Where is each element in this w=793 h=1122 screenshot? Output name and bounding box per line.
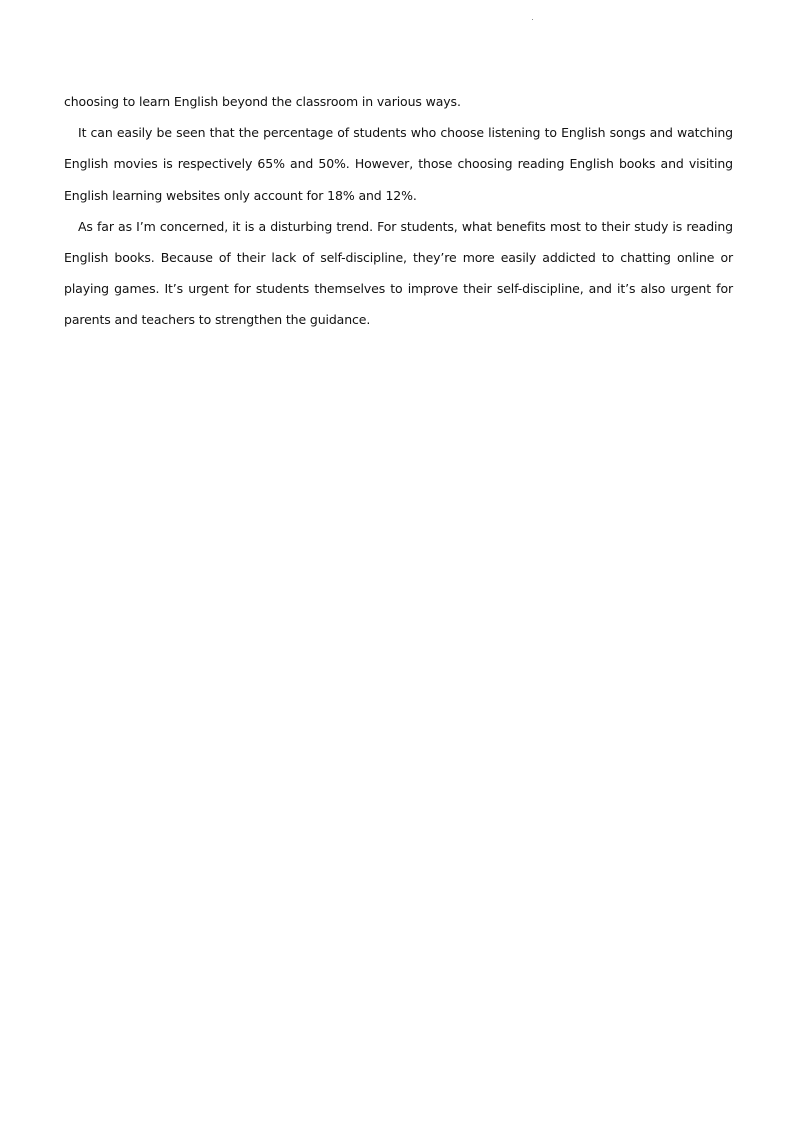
essay-body [64, 86, 733, 336]
paragraph-percentages: It can easily be seen that the percentage of students who choose listening to English songs and watching English movies is respectively 65% and 50%. However, those choosing reading English books and visiting English learning websites only account for 18% and 12%. [64, 125, 733, 203]
paragraph-continuation: choosing to learn English beyond the classroom in various ways. [64, 94, 461, 109]
paragraph-opinion: As far as I’m concerned, it is a disturbing trend. For students, what benefits most to their study is reading English books. Because of their lack of self-discipline, they’re more easily addicted to chatting online or playing games. It’s urgent for students themselves to improve their self-discipline, and it’s also urgent for parents and teachers to strengthen the guidance. [64, 218, 733, 328]
scan-speck [532, 19, 533, 20]
